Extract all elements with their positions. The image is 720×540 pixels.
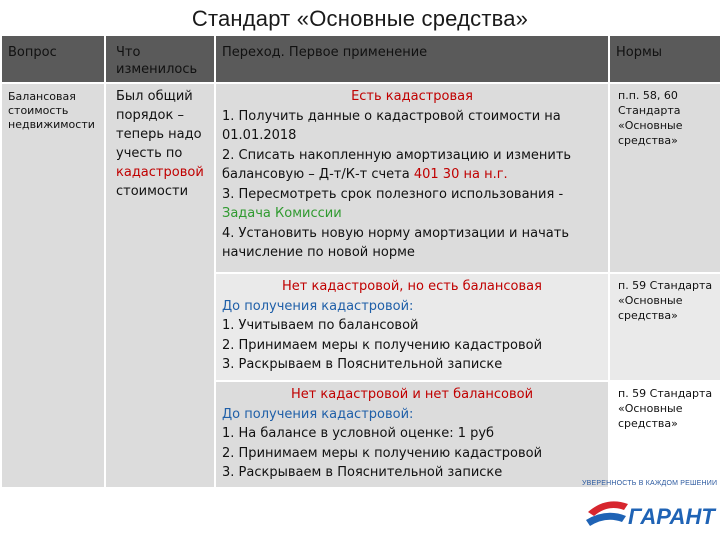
changed-line: стоимости [116,184,189,199]
garant-logo [578,474,718,540]
page-title: Стандарт «Основные средства» [191,6,529,31]
section2-subheading: До получения кадастровой: [222,298,414,314]
standard-table [0,34,720,489]
changed-line: учесть по [116,146,183,161]
section2-item1: 1. Учитываем по балансовой [222,318,419,333]
section1-norms: п.п. 58, 60 Стандарта «Основные средства» [609,83,720,273]
table-row [1,83,720,273]
section3-heading: Нет кадастровой и нет балансовой [290,387,534,402]
section1-item2-accent: 401 30 на н.г. [413,167,508,182]
section1-item3 [222,185,602,224]
changed-cell [105,83,215,488]
section1-item2-text: 2. Списать накопленную амортизацию и изменить балансовую – Д-т/К-т счета [222,147,572,182]
changed-highlight: кадастровой [116,165,204,180]
section2-norms: п. 59 Стандарта «Основные средства» [609,273,720,381]
section2-cell [215,273,609,381]
logo-swoosh-blue-icon [586,513,626,526]
section2-item2: 2. Принимаем меры к получению кадастровой [222,337,543,353]
section2-item3: 3. Раскрываем в Пояснительной записке [222,357,503,372]
header-question: Вопрос [1,35,105,83]
section3-cell [215,381,609,488]
header-transition: Переход. Первое применение [215,35,609,83]
header-norms: Нормы [609,35,720,83]
section1-cell [215,83,609,273]
section1-item3-accent: Задача Комиссии [222,206,342,221]
section3-item3: 3. Раскрываем в Пояснительной записке [222,465,503,480]
section3-subheading: До получения кадастровой: [222,406,414,422]
section3-item2: 2. Принимаем меры к получению кадастровой [222,445,543,461]
section2-heading: Нет кадастровой, но есть балансовая [282,279,542,294]
header-changed: Что изменилось [105,35,215,83]
section1-item1: 1. Получить данные о кадастровой стоимости на 01.01.2018 [222,108,561,143]
section3-norms: п. 59 Стандарта «Основные средства» [609,381,720,488]
table-header-row [1,35,720,83]
section3-item1: 1. На балансе в условной оценке: 1 руб [222,426,495,441]
section1-heading: Есть кадастровая [351,89,473,104]
question-cell: Балансовая стоимость недвижимости [1,83,105,488]
logo-wordmark: ГАРАНТ [628,504,715,529]
changed-line: Был общий [116,89,193,104]
section1-item3-text: 3. Пересмотреть срок полезного использования - [222,186,564,202]
changed-line: теперь надо [116,127,202,142]
logo-tagline: УВЕРЕННОСТЬ В КАЖДОМ РЕШЕНИИ [582,480,718,487]
section1-item2 [222,146,602,185]
changed-line: порядок – [116,108,184,123]
section1-item4: 4. Установить новую норму амортизации и начать начисление по новой норме [222,225,569,260]
